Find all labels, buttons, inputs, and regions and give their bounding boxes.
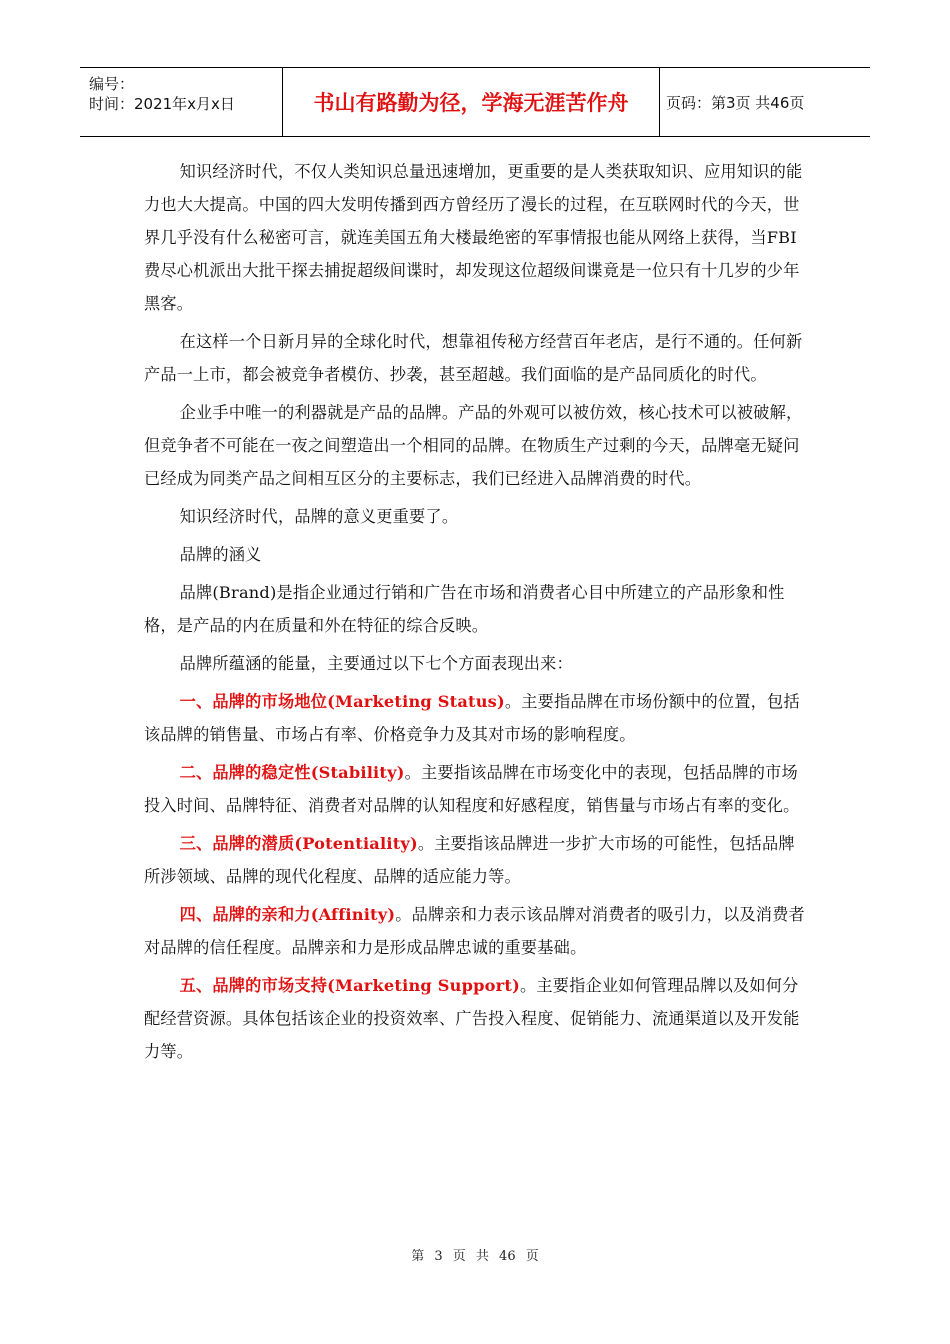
header-meta: [80, 68, 283, 136]
aspect-text: 。主要指品牌在市场份额中的位置，包括该品牌的销售量、市场占有率、价格竞争力及其对市场的影响程度。: [144, 692, 800, 744]
document-body: [144, 155, 806, 1073]
aspect-text: 。主要指该品牌进一步扩大市场的可能性，包括品牌所涉领域、品牌的现代化程度、品牌的适应能力等。: [144, 834, 795, 886]
aspect-item: [144, 827, 806, 893]
aspect-item: [144, 969, 806, 1068]
aspect-title: 一、品牌的市场地位(Marketing Status): [179, 692, 505, 711]
header-page-info: 页码：第3页 共46页: [666, 93, 805, 112]
section-heading: 品牌的涵义: [179, 545, 262, 564]
aspect-text: 。主要指该品牌在市场变化中的表现，包括品牌的市场投入时间、品牌特征、消费者对品牌的认知程度和好感程度，销售量与市场占有率的变化。: [144, 763, 800, 815]
aspect-title: 四、品牌的亲和力(Affinity): [179, 905, 396, 924]
paragraph: 在这样一个日新月异的全球化时代，想靠祖传秘方经营百年老店，是行不通的。任何新产品一上市，都会被竞争者模仿、抄袭，甚至超越。我们面临的是产品同质化的时代。: [144, 332, 803, 384]
paragraph: 品牌所蕴涵的能量，主要通过以下七个方面表现出来：: [179, 654, 573, 673]
aspect-item: [144, 685, 806, 751]
paragraph: 知识经济时代，不仅人类知识总量迅速增加，更重要的是人类获取知识、应用知识的能力也大大提高。中国的四大发明传播到西方曾经历了漫长的过程，在互联网时代的今天，世界几乎没有什么秘密可言，就连美国五角大楼最绝密的军事情报也能从网络上获得，当FBI费尽心机派出大批干探去捕捉超级间谍时，却发现这位超级间谍竟是一位只有十几岁的少年黑客。: [144, 162, 803, 313]
page-footer: 第 3 页 共 46 页: [411, 1249, 539, 1264]
header-motto: 书山有路勤为径，学海无涯苦作舟: [283, 68, 660, 136]
page-header: [80, 67, 870, 137]
paragraph: 企业手中唯一的利器就是产品的品牌。产品的外观可以被仿效，核心技术可以被破解，但竞争者不可能在一夜之间塑造出一个相同的品牌。在物质生产过剩的今天，品牌毫无疑问已经成为同类产品之间相互区分的主要标志，我们已经进入品牌消费的时代。: [144, 403, 803, 488]
paragraph: 知识经济时代，品牌的意义更重要了。: [179, 507, 459, 526]
aspect-text: 。品牌亲和力表示该品牌对消费者的吸引力，以及消费者对品牌的信任程度。品牌亲和力是形成品牌忠诚的重要基础。: [144, 905, 805, 957]
aspect-title: 五、品牌的市场支持(Marketing Support): [179, 976, 520, 995]
paragraph: 品牌(Brand)是指企业通过行销和广告在市场和消费者心目中所建立的产品形象和性格，是产品的内在质量和外在特征的综合反映。: [144, 583, 785, 635]
aspect-text: 。主要指企业如何管理品牌以及如何分配经营资源。具体包括该企业的投资效率、广告投入程度、促销能力、流通渠道以及开发能力等。: [144, 976, 800, 1061]
time-label: 时间：2021年x月x日: [89, 95, 235, 113]
aspect-item: [144, 756, 806, 822]
aspect-title: 三、品牌的潜质(Potentiality): [179, 834, 418, 853]
aspect-item: [144, 898, 806, 964]
aspect-title: 二、品牌的稳定性(Stability): [179, 763, 405, 782]
number-label: 编号：: [89, 75, 135, 93]
